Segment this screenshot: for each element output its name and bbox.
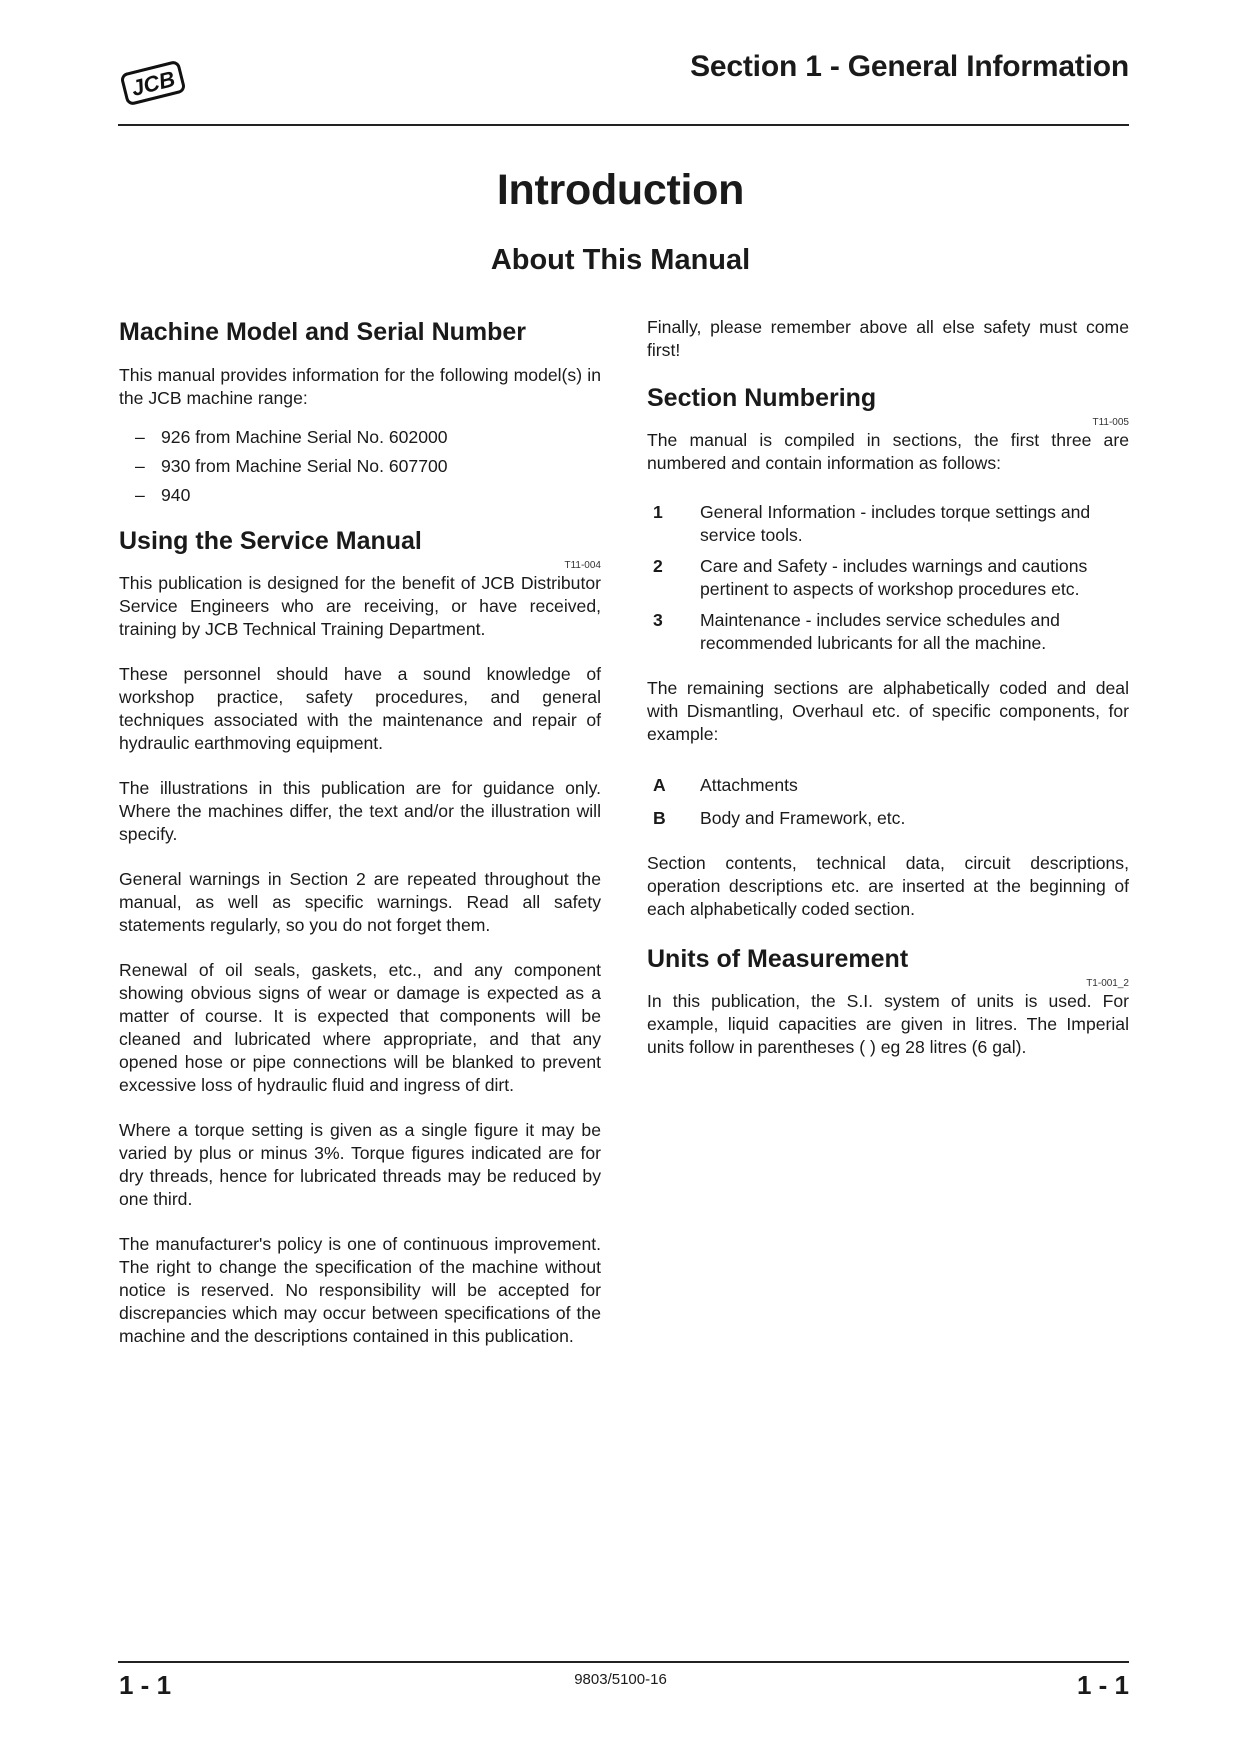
model-item: – 940 [135,485,191,505]
logo-text: JCB [128,66,178,101]
paragraph: This publication is designed for the benefit of JCB Distributor Service Engineers who are receiving, or have received, training by JCB Technical Training Department. [119,573,601,639]
using-manual-heading: Using the Service Manual [119,527,422,555]
numbered-section-list [647,501,1129,655]
paragraph: Renewal of oil seals, gaskets, etc., and any component showing obvious signs of wear or damage is expected as a matter of course. It is expected that components will be cleaned and lubricated where appropriate, and that any opened hose or pipe connections will be blanked to prevent excessive loss of hydraulic fluid and ingress of dirt. [119,960,601,1095]
reference-code: T11-004 [564,560,601,571]
reference-code: T11-005 [1092,417,1129,428]
section-numbering-heading: Section Numbering [647,384,877,412]
paragraph: The manufacturer's policy is one of continuous improvement. The right to change the specification of the machine without notice is reserved. No responsibility will be accepted for discrepancies which may occur between specifications of the machine and the descriptions contained in this publication. [119,1234,601,1346]
units-heading: Units of Measurement [647,945,909,973]
model-item: – 926 from Machine Serial No. 602000 [135,427,448,447]
header-rule [118,124,1129,126]
page-title: Introduction [496,166,745,214]
paragraph: These personnel should have a sound knowledge of workshop practice, safety procedures, and general techniques associated with the maintenance and repair of hydraulic earthmoving equipment. [119,664,601,753]
paragraph: The illustrations in this publication are for guidance only. Where the machines differ, the text and/or the illustration will specify. [119,778,601,844]
page-number-right: 1 - 1 [1076,1670,1129,1700]
units-text: In this publication, the S.I. system of units is used. For example, liquid capacities are given in litres. The Imperial units follow in parentheses ( ) eg 28 litres (6 gal). [647,991,1129,1057]
list-item: B Body and Framework, etc. [653,808,906,828]
list-item: 1 General Information - includes torque settings and service tools. [653,502,1091,545]
model-list [119,426,601,507]
section-contents-text: Section contents, technical data, circuit descriptions, operation descriptions etc. are inserted at the beginning of each alphabetically coded section. [647,853,1129,919]
document-number: 9803/5100-16 [574,1671,667,1688]
numbering-intro: The manual is compiled in sections, the first three are numbered and contain information as follows: [647,430,1129,473]
machine-model-heading: Machine Model and Serial Number [119,318,527,346]
jcb-logo [118,58,188,108]
page-subtitle: About This Manual [490,244,751,276]
right-column [647,316,1129,1081]
lettered-section-list [647,774,1129,830]
model-item: – 930 from Machine Serial No. 607700 [135,456,448,476]
reference-code: T1-001_2 [1086,978,1129,989]
list-item: 2 Care and Safety - includes warnings and cautions pertinent to aspects of workshop procedures etc. [653,556,1088,599]
remaining-sections-text: The remaining sections are alphabetically coded and deal with Dismantling, Overhaul etc. of specific components, for example: [647,678,1129,744]
list-item: A Attachments [653,775,798,795]
finally-text: Finally, please remember above all else safety must come first! [647,317,1129,360]
left-column [119,316,601,1370]
page-number-left: 1 - 1 [119,1670,172,1700]
footer-rule [118,1661,1129,1663]
list-item: 3 Maintenance - includes service schedules and recommended lubricants for all the machine. [653,610,1060,653]
paragraph: General warnings in Section 2 are repeated throughout the manual, as well as specific warnings. Read all safety statements regularly, so you do not forget them. [119,869,601,935]
paragraph: Where a torque setting is given as a single figure it may be varied by plus or minus 3%. Torque figures indicated are for dry threads, hence for lubricated threads may be reduced by one third. [119,1120,601,1209]
section-title: Section 1 - General Information [690,50,1129,83]
machine-intro: This manual provides information for the following model(s) in the JCB machine range: [119,365,601,408]
